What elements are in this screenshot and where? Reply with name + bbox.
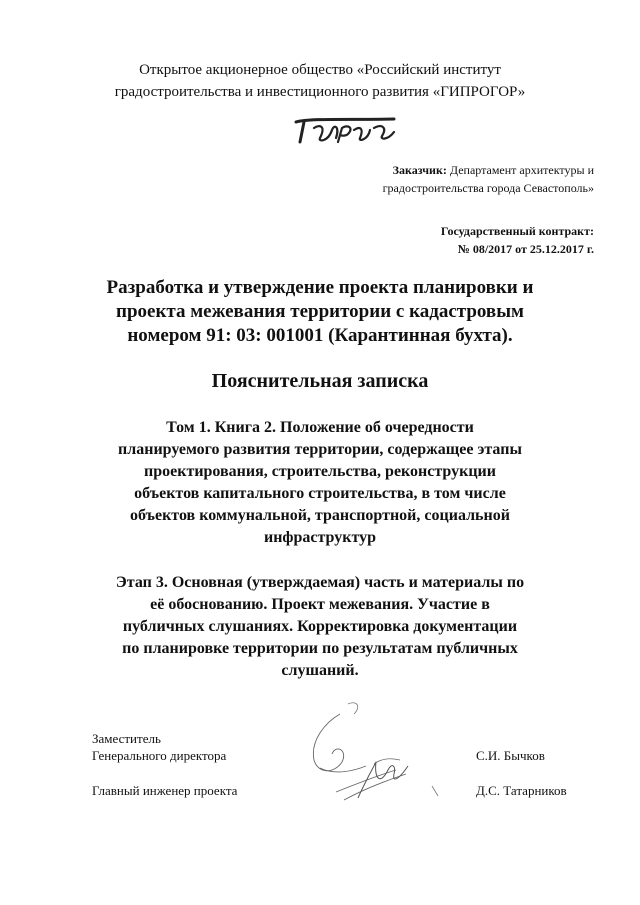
client-value-line-2: градостроительства города Севастополь» [382, 181, 594, 195]
organization-line-1: Открытое акционерное общество «Российский институт [139, 62, 501, 78]
deputy-title-line-2: Генерального директора [92, 748, 227, 763]
giprogor-logo [290, 114, 402, 148]
document-subtitle: Пояснительная записка [211, 370, 429, 392]
volume-line-4: объектов капитального строительства, в том числе [134, 485, 506, 502]
stage-line-3: публичных слушаниях. Корректировка документации [122, 618, 518, 635]
volume-line-5: объектов коммунальной, транспортной, социальной [130, 507, 510, 524]
contract-block [334, 222, 594, 258]
volume-line-2: планируемого развития территории, содержащее этапы [118, 441, 522, 458]
stage-line-2: её обоснованию. Проект межевания. Участие в [150, 596, 490, 613]
stage-description [72, 572, 568, 682]
title-line-3: номером 91: 03: 001001 (Карантинная бухта). [127, 325, 513, 346]
volume-line-6: инфраструктур [263, 529, 376, 546]
handwritten-signature [296, 700, 446, 810]
client-block [234, 161, 594, 197]
stage-line-5: слушаний. [281, 662, 359, 679]
title-line-1: Разработка и утверждение проекта планировки и [106, 277, 534, 298]
organization-header [0, 59, 640, 103]
contract-number: № 08/2017 от 25.12.2017 г. [457, 242, 594, 256]
stage-line-1: Этап 3. Основная (утверждаемая) часть и материалы по [115, 574, 525, 591]
stage-line-4: по планировке территории по результатам публичных [122, 640, 518, 657]
chief-engineer-title: Главный инженер проекта [92, 783, 238, 798]
document-title [0, 276, 640, 348]
client-label: Заказчик: [392, 163, 447, 177]
deputy-title-line-1: Заместитель [92, 731, 161, 746]
contract-label: Государственный контракт: [440, 224, 594, 238]
chief-engineer-name: Д.С. Татарников [476, 783, 567, 798]
volume-line-3: проектирования, строительства, реконструкции [144, 463, 496, 480]
deputy-name: С.И. Бычков [476, 748, 545, 763]
title-line-2: проекта межевания территории с кадастровым [116, 301, 524, 322]
organization-line-2: градостроительства и инвестиционного развития «ГИПРОГОР» [114, 84, 526, 100]
volume-description [72, 417, 568, 549]
volume-line-1: Том 1. Книга 2. Положение об очередности [166, 419, 474, 436]
client-value-line-1: Департамент архитектуры и [449, 163, 594, 177]
deputy-title [92, 730, 226, 764]
